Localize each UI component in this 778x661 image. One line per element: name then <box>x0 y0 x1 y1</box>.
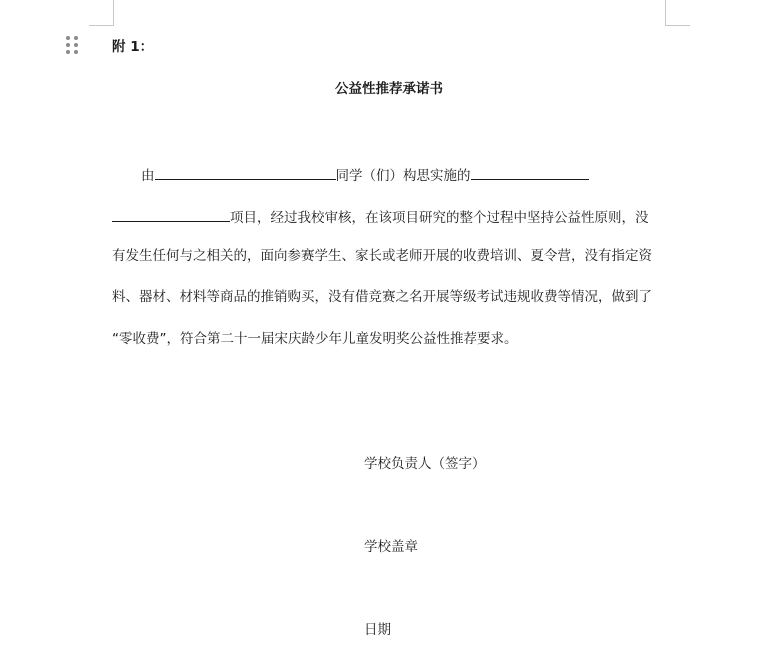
para-mid-text: 同学（们）构思实施的 <box>335 168 471 184</box>
student-name-blank[interactable] <box>155 164 336 180</box>
seal-label: 学校盖章 <box>364 539 418 555</box>
crop-mark-top-left <box>89 0 114 26</box>
paragraph-line-3: 有发生任何与之相关的，面向参赛学生、家长或老师开展的收费培训、夏令营，没有指定资 <box>112 248 652 264</box>
signer-label: 学校负责人（签字） <box>364 456 486 472</box>
project-name-blank[interactable] <box>471 164 589 180</box>
date-label: 日期 <box>364 622 391 638</box>
paragraph-line-1 <box>112 164 668 185</box>
paragraph-line-4: 料、器材、材料等商品的推销购买，没有借竞赛之名开展等级考试违规收费等情况，做到了 <box>112 289 652 305</box>
drag-handle-icon[interactable] <box>66 36 80 56</box>
annex-label: 附 1： <box>112 39 154 55</box>
para-line-2-text: 项目，经过我校审核，在该项目研究的整个过程中坚持公益性原则，没 <box>230 210 649 226</box>
paragraph-line-2 <box>112 206 668 227</box>
document-title: 公益性推荐承诺书 <box>335 81 443 97</box>
project-name-blank-continued[interactable] <box>112 206 230 222</box>
crop-mark-top-right <box>665 0 690 26</box>
para-prefix-text: 由 <box>141 168 155 184</box>
paragraph-line-5: “零收费”，符合第二十一届宋庆龄少年儿童发明奖公益性推荐要求。 <box>112 331 518 347</box>
